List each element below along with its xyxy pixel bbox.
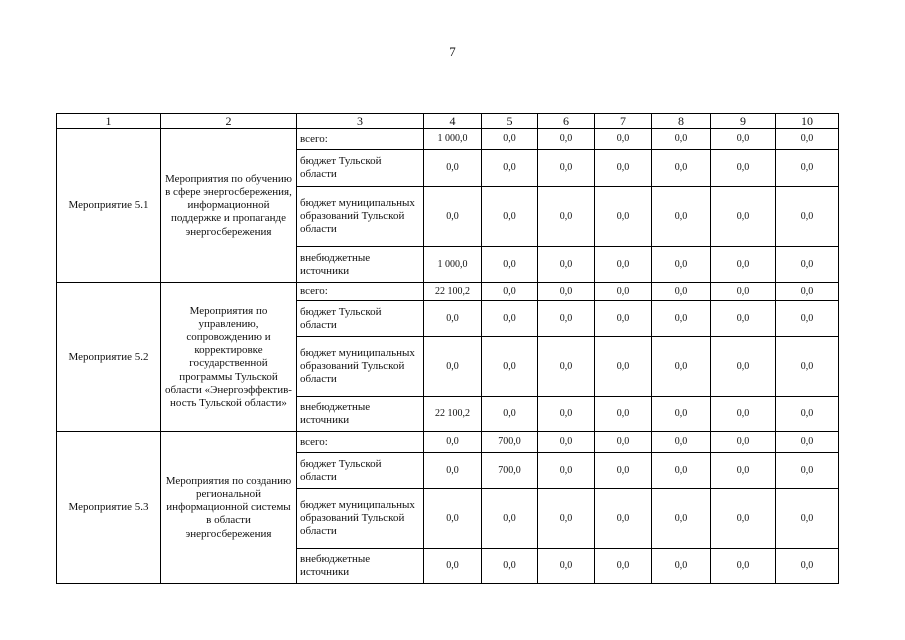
- amount-cell: 0,0: [538, 247, 595, 283]
- amount-cell: 0,0: [711, 549, 776, 584]
- amount-cell: 0,0: [595, 150, 652, 187]
- event-description: Мероприятия по управлению, сопровождению и корректировке государственной программы Тульской области «Энергоэффектив-ность Тульской области»: [161, 283, 297, 432]
- column-header: 6: [538, 114, 595, 129]
- header-row: [57, 114, 839, 129]
- amount-cell: 0,0: [776, 549, 839, 584]
- amount-cell: 0,0: [652, 247, 711, 283]
- column-header: 5: [482, 114, 538, 129]
- amount-cell: 0,0: [595, 397, 652, 432]
- amount-cell: 0,0: [711, 432, 776, 453]
- amount-cell: 0,0: [652, 150, 711, 187]
- column-header: 3: [297, 114, 424, 129]
- funding-source: внебюджетные источники: [297, 397, 424, 432]
- amount-cell: 0,0: [595, 432, 652, 453]
- amount-cell: 0,0: [538, 432, 595, 453]
- amount-cell: 0,0: [652, 432, 711, 453]
- budget-table: [56, 113, 839, 584]
- column-header: 1: [57, 114, 161, 129]
- funding-source: бюджет муниципальных образований Тульской области: [297, 187, 424, 247]
- amount-cell: 0,0: [538, 489, 595, 549]
- amount-cell: 0,0: [652, 489, 711, 549]
- amount-cell: 0,0: [482, 549, 538, 584]
- amount-cell: 0,0: [776, 432, 839, 453]
- amount-cell: 0,0: [711, 283, 776, 301]
- amount-cell: 0,0: [776, 150, 839, 187]
- amount-cell: 0,0: [652, 187, 711, 247]
- amount-cell: 700,0: [482, 432, 538, 453]
- event-description: Мероприятия по созданию региональной информационной системы в области энергосбережения: [161, 432, 297, 584]
- event-description: Мероприятия по обучению в сфере энергосбережения, информационной поддержке и пропаганде энергосбережения: [161, 129, 297, 283]
- amount-cell: 0,0: [482, 283, 538, 301]
- amount-cell: 0,0: [595, 187, 652, 247]
- amount-cell: 0,0: [711, 337, 776, 397]
- funding-source: бюджет муниципальных образований Тульской области: [297, 489, 424, 549]
- amount-cell: 0,0: [652, 397, 711, 432]
- amount-cell: 0,0: [711, 453, 776, 489]
- amount-cell: 0,0: [776, 283, 839, 301]
- table-row: [57, 129, 839, 150]
- funding-source: бюджет Тульской области: [297, 301, 424, 337]
- amount-cell: 0,0: [595, 283, 652, 301]
- amount-cell: 0,0: [595, 301, 652, 337]
- amount-cell: 0,0: [538, 337, 595, 397]
- column-header: 8: [652, 114, 711, 129]
- event-name: Мероприятие 5.3: [57, 432, 161, 584]
- amount-cell: 22 100,2: [424, 397, 482, 432]
- page-number: 7: [449, 44, 456, 59]
- amount-cell: 0,0: [776, 129, 839, 150]
- column-header: 7: [595, 114, 652, 129]
- amount-cell: 0,0: [482, 187, 538, 247]
- amount-cell: 0,0: [482, 129, 538, 150]
- column-header: 2: [161, 114, 297, 129]
- amount-cell: 0,0: [424, 301, 482, 337]
- amount-cell: 0,0: [652, 549, 711, 584]
- amount-cell: 0,0: [538, 129, 595, 150]
- funding-source: всего:: [297, 283, 424, 301]
- amount-cell: 0,0: [595, 337, 652, 397]
- funding-source: бюджет Тульской области: [297, 453, 424, 489]
- amount-cell: 0,0: [776, 187, 839, 247]
- amount-cell: 0,0: [424, 453, 482, 489]
- amount-cell: 0,0: [538, 150, 595, 187]
- amount-cell: 0,0: [595, 453, 652, 489]
- amount-cell: 0,0: [652, 337, 711, 397]
- funding-source: всего:: [297, 129, 424, 150]
- funding-source: всего:: [297, 432, 424, 453]
- amount-cell: 0,0: [482, 247, 538, 283]
- amount-cell: 0,0: [595, 129, 652, 150]
- amount-cell: 0,0: [595, 489, 652, 549]
- amount-cell: 0,0: [424, 187, 482, 247]
- amount-cell: 0,0: [424, 432, 482, 453]
- amount-cell: 0,0: [424, 549, 482, 584]
- amount-cell: 0,0: [538, 187, 595, 247]
- amount-cell: 0,0: [538, 549, 595, 584]
- amount-cell: 0,0: [711, 397, 776, 432]
- amount-cell: 0,0: [482, 301, 538, 337]
- event-name: Мероприятие 5.1: [57, 129, 161, 283]
- table-body: [57, 129, 839, 584]
- column-header: 4: [424, 114, 482, 129]
- column-header: 9: [711, 114, 776, 129]
- amount-cell: 0,0: [711, 150, 776, 187]
- event-name: Мероприятие 5.2: [57, 283, 161, 432]
- amount-cell: 0,0: [711, 247, 776, 283]
- amount-cell: 22 100,2: [424, 283, 482, 301]
- amount-cell: 0,0: [652, 453, 711, 489]
- amount-cell: 0,0: [538, 397, 595, 432]
- amount-cell: 0,0: [424, 489, 482, 549]
- amount-cell: 0,0: [482, 489, 538, 549]
- amount-cell: 0,0: [711, 489, 776, 549]
- column-header: 10: [776, 114, 839, 129]
- amount-cell: 0,0: [482, 150, 538, 187]
- funding-source: бюджет муниципальных образований Тульской области: [297, 337, 424, 397]
- amount-cell: 0,0: [538, 453, 595, 489]
- amount-cell: 0,0: [595, 247, 652, 283]
- amount-cell: 0,0: [652, 301, 711, 337]
- amount-cell: 0,0: [538, 283, 595, 301]
- amount-cell: 0,0: [711, 129, 776, 150]
- amount-cell: 0,0: [482, 397, 538, 432]
- table-row: [57, 283, 839, 301]
- amount-cell: 0,0: [652, 129, 711, 150]
- amount-cell: 0,0: [776, 301, 839, 337]
- amount-cell: 1 000,0: [424, 247, 482, 283]
- amount-cell: 0,0: [711, 301, 776, 337]
- funding-source: внебюджетные источники: [297, 247, 424, 283]
- amount-cell: 0,0: [424, 337, 482, 397]
- amount-cell: 0,0: [776, 397, 839, 432]
- amount-cell: 0,0: [711, 187, 776, 247]
- amount-cell: 0,0: [538, 301, 595, 337]
- amount-cell: 700,0: [482, 453, 538, 489]
- amount-cell: 0,0: [424, 150, 482, 187]
- amount-cell: 0,0: [776, 453, 839, 489]
- amount-cell: 0,0: [776, 337, 839, 397]
- funding-source: внебюджетные источники: [297, 549, 424, 584]
- amount-cell: 0,0: [652, 283, 711, 301]
- amount-cell: 0,0: [776, 489, 839, 549]
- table-row: [57, 432, 839, 453]
- amount-cell: 0,0: [482, 337, 538, 397]
- amount-cell: 1 000,0: [424, 129, 482, 150]
- amount-cell: 0,0: [595, 549, 652, 584]
- funding-source: бюджет Тульской области: [297, 150, 424, 187]
- amount-cell: 0,0: [776, 247, 839, 283]
